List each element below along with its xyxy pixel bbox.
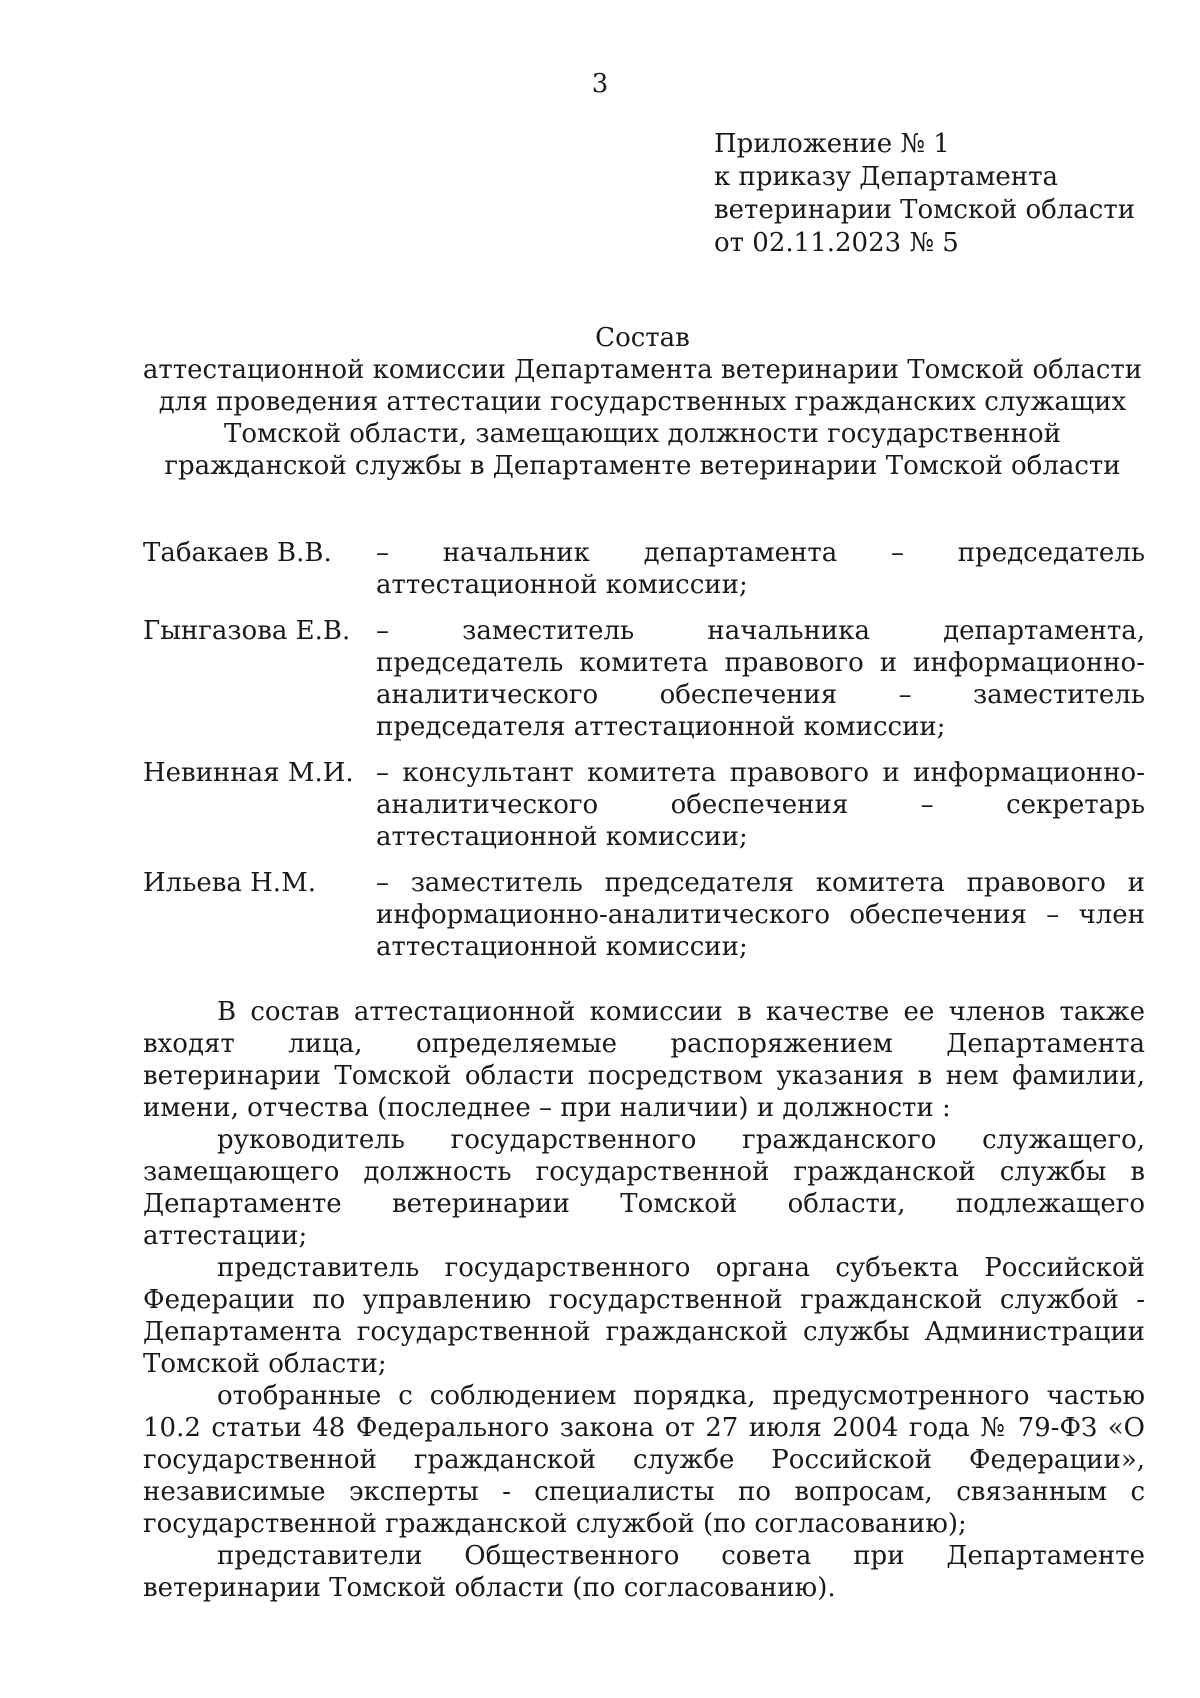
- commission-members-list: [143, 537, 1145, 977]
- member-role: – заместитель начальника департамента, председатель комитета правового и информационно-аналитического обеспечения – заместитель председателя аттестационной комиссии;: [376, 616, 1145, 742]
- member-role: – начальник департамента – председатель аттестационной комиссии;: [376, 538, 1145, 600]
- appendix-line: Приложение № 1: [714, 129, 950, 159]
- member-row: [143, 537, 1145, 601]
- appendix-line: от 02.11.2023 № 5: [714, 228, 959, 258]
- body-paragraph: В состав аттестационной комиссии в качестве ее членов также входят лица, определяемые распоряжением Департамента ветеринарии Томской области посредством указания в нем фамилии, имени, отчества (последнее – при наличии) и должности :: [143, 997, 1145, 1123]
- body-paragraph: руководитель государственного гражданского служащего, замещающего должность государственной гражданской службы в Департаменте ветеринарии Томской области, подлежащего аттестации;: [143, 1125, 1145, 1251]
- body-paragraph: отобранные с соблюдением порядка, предусмотренного частью 10.2 статьи 48 Федерального закона от 27 июля 2004 года № 79-ФЗ «О государственной гражданской службе Российской Федерации», независимые эксперты - специалисты по вопросам, связанным с государственной гражданской службой (по согласованию);: [143, 1381, 1145, 1539]
- appendix-header: [714, 128, 1154, 260]
- member-row: [143, 757, 1145, 853]
- title-heading: Состав: [595, 323, 690, 353]
- member-row: [143, 867, 1145, 963]
- member-row: [143, 615, 1145, 743]
- member-name: Табакаев В.В.: [143, 538, 332, 568]
- document-title: [140, 322, 1145, 482]
- member-name: Ильева Н.М.: [143, 868, 316, 898]
- member-role: – заместитель председателя комитета правового и информационно-аналитического обеспечения – член аттестационной комиссии;: [376, 868, 1145, 962]
- member-name: Невинная М.И.: [143, 758, 354, 788]
- page-number: 3: [591, 69, 609, 99]
- appendix-line: к приказу Департамента: [714, 162, 1059, 192]
- appendix-line: ветеринарии Томской области: [714, 195, 1136, 225]
- member-name: Гынгазова Е.В.: [143, 616, 351, 646]
- body-paragraph: представитель государственного органа субъекта Российской Федерации по управлению государственной гражданской службой - Департамента государственной гражданской службы Администрации Томской области;: [143, 1253, 1145, 1379]
- title-subtitle: аттестационной комиссии Департамента ветеринарии Томской области для проведения аттестации государственных гражданских служащих Томской области, замещающих должности государственной гражданской службы в Департаменте ветеринарии Томской области: [142, 355, 1143, 481]
- member-role: – консультант комитета правового и информационно-аналитического обеспечения – секретарь аттестационной комиссии;: [376, 758, 1145, 852]
- body-paragraph: представители Общественного совета при Департаменте ветеринарии Томской области (по согласованию).: [143, 1541, 1145, 1603]
- body-text: [143, 996, 1145, 1604]
